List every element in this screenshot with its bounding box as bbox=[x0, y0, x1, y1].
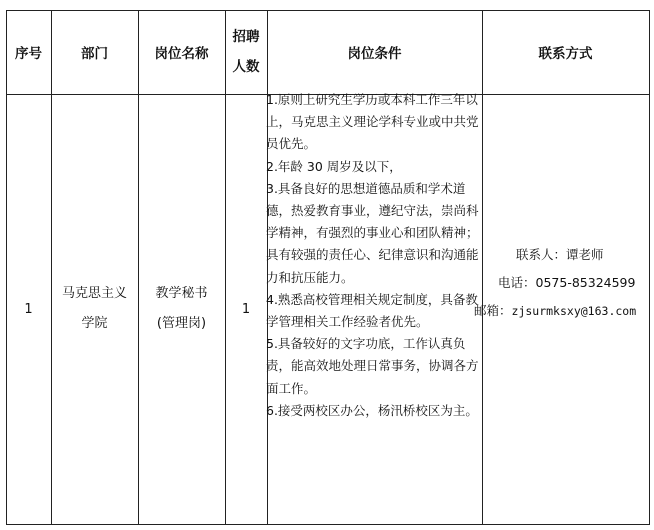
condition-item: 5.具备较好的文字功底，工作认真负责，能高效地处理日常事务，协调各方面工作。 bbox=[266, 336, 479, 396]
condition-item: 2.年龄 30 周岁及以下， bbox=[266, 158, 402, 174]
header-dept: 部门 bbox=[81, 46, 108, 62]
row-contact bbox=[474, 241, 644, 325]
contact-phone-label: 电话： bbox=[498, 275, 536, 290]
header-count-line1: 招聘 bbox=[232, 29, 260, 45]
col-divider bbox=[649, 10, 650, 525]
header-conditions: 岗位条件 bbox=[347, 46, 402, 62]
contact-phone-line bbox=[486, 269, 644, 297]
condition-item: 4.熟悉高校管理相关规定制度，具备教学管理相关工作经验者优先。 bbox=[266, 291, 478, 330]
row-conditions bbox=[266, 89, 483, 422]
header-position: 岗位名称 bbox=[154, 46, 209, 62]
table-border-bottom bbox=[6, 524, 650, 525]
contact-person: 联系人：谭老师 bbox=[516, 247, 604, 262]
contact-phone: 0575-85324599 bbox=[535, 275, 636, 290]
contact-email-label: 邮箱： bbox=[474, 303, 512, 318]
header-contact: 联系方式 bbox=[538, 46, 593, 62]
condition-item: 1.原则上研究生学历或本科工作三年以上，马克思主义理论学科专业或中共党员优先。 bbox=[266, 92, 479, 152]
row-seq: 1 bbox=[24, 301, 33, 317]
row-dept bbox=[51, 94, 138, 524]
condition-item: 3.具备良好的思想道德品质和学术道德，热爱教育事业，遵纪守法，崇尚科学精神，有强烈的事业心和团队精神；具有较强的责任心、纪律意识和沟通能力和抗压能力。 bbox=[266, 180, 479, 285]
row-position-line1: 教学秘书 bbox=[155, 286, 208, 301]
row-position bbox=[138, 94, 225, 524]
header-count bbox=[225, 10, 267, 94]
header-count-line2: 人数 bbox=[232, 59, 260, 75]
row-count: 1 bbox=[241, 301, 251, 317]
row-dept-line1: 马克思主义 bbox=[61, 286, 127, 301]
contact-email: zjsurmksxy@163.com bbox=[511, 304, 637, 318]
condition-item: 6.接受两校区办公，杨汛桥校区为主。 bbox=[266, 402, 478, 418]
contact-email-line bbox=[474, 297, 644, 325]
row-dept-line2: 学院 bbox=[81, 316, 108, 331]
header-seq: 序号 bbox=[15, 46, 42, 62]
row-position-line2: (管理岗) bbox=[156, 316, 207, 331]
